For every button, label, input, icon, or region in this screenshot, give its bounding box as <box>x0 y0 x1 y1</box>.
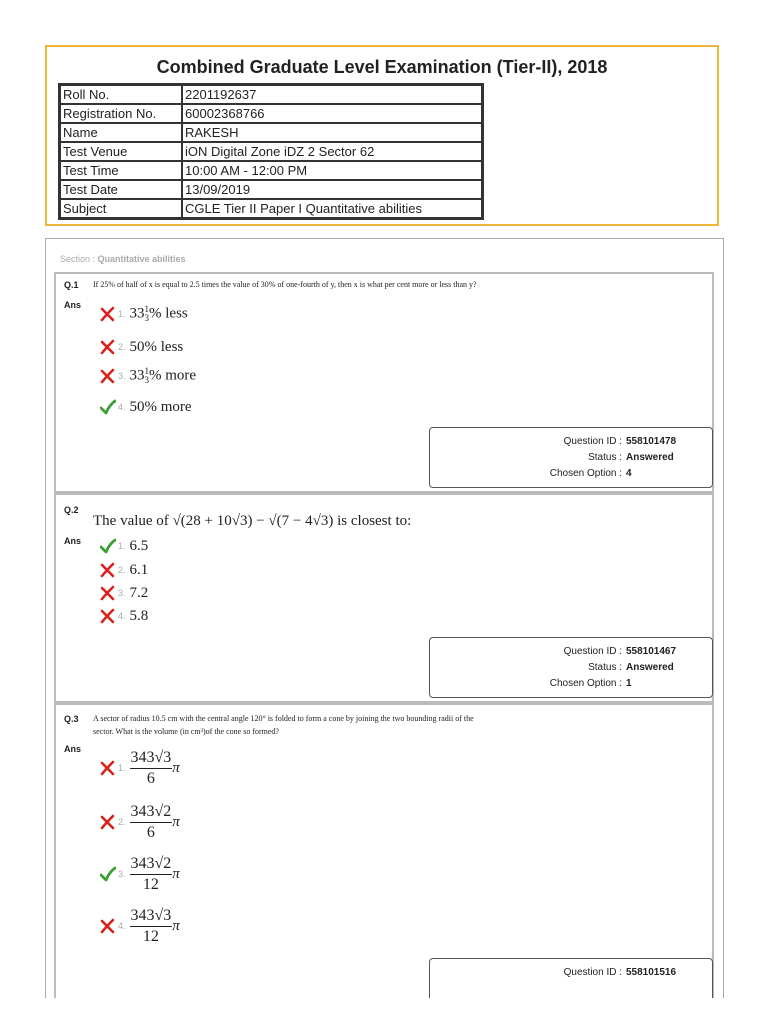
option-whole: 33 <box>129 305 145 322</box>
option-2 <box>100 799 180 845</box>
option-text: 50% more <box>129 398 192 415</box>
question-info-panel <box>429 637 713 698</box>
row-label: Roll No. <box>60 85 182 104</box>
pi-symbol: π <box>172 813 180 830</box>
table-row <box>60 142 482 161</box>
status-label: Status : <box>588 452 622 463</box>
cross-icon <box>100 339 116 355</box>
chosen-row <box>549 468 632 479</box>
chosen-label: Chosen Option : <box>549 678 622 689</box>
qid-value: 558101478 <box>626 436 677 447</box>
option-4 <box>100 396 192 418</box>
option-1 <box>100 535 148 557</box>
option-text <box>130 305 188 323</box>
question-math: √(28 + 10√3) − √(7 − 4√3) <box>172 513 334 529</box>
cross-icon <box>100 585 116 601</box>
cross-icon <box>100 814 116 830</box>
option-fraction <box>130 854 173 895</box>
option-text <box>130 802 180 843</box>
qid-value: 558101516 <box>626 967 677 978</box>
chosen-label: Chosen Option : <box>549 468 622 479</box>
cross-icon <box>100 918 116 934</box>
option-3 <box>100 851 180 897</box>
qid-label: Question ID : <box>563 436 622 447</box>
status-value: Answered <box>626 452 674 463</box>
table-row <box>60 180 482 199</box>
row-value: iON Digital Zone iDZ 2 Sector 62 <box>182 142 482 161</box>
option-3 <box>100 582 148 604</box>
option-text <box>130 748 180 789</box>
response-sheet <box>45 238 724 998</box>
chosen-value: 4 <box>626 468 632 479</box>
option-number: 4. <box>118 402 126 412</box>
qid-value: 558101467 <box>626 646 677 657</box>
option-rest: % less <box>149 305 188 322</box>
row-label: Test Time <box>60 161 182 180</box>
option-number: 3. <box>118 869 126 879</box>
option-text <box>130 854 180 895</box>
chosen-value: 1 <box>626 678 632 689</box>
question-id-row <box>563 967 677 978</box>
ans-label: Ans <box>64 300 82 310</box>
row-label: Test Date <box>60 180 182 199</box>
question-text-line2: sector. What is the volume (in cm³)of the cone so formed? <box>93 727 279 736</box>
option-text: 50% less <box>129 338 184 355</box>
question-text-b: is closest to: <box>333 513 412 529</box>
row-value: CGLE Tier II Paper I Quantitative abilities <box>182 199 482 218</box>
question-text-a: The value of <box>93 513 173 529</box>
option-fraction <box>130 802 173 843</box>
tick-icon <box>100 866 116 882</box>
frac-den: 6 <box>146 769 155 787</box>
cross-icon <box>100 368 116 384</box>
option-number: 4. <box>118 611 126 621</box>
option-text: 6.1 <box>129 561 149 578</box>
question-info-panel <box>429 427 713 488</box>
row-label: Registration No. <box>60 104 182 123</box>
cross-icon <box>100 562 116 578</box>
candidate-info-table <box>58 83 484 220</box>
question-number: Q.3 <box>64 714 79 724</box>
tick-icon <box>100 538 116 554</box>
question-card-2 <box>54 493 714 703</box>
question-number: Q.1 <box>64 280 79 290</box>
option-text: 5.8 <box>129 607 149 624</box>
option-number: 2. <box>118 565 126 575</box>
frac-num: 1 <box>144 304 150 314</box>
row-label: Name <box>60 123 182 142</box>
table-row <box>60 123 482 142</box>
option-fraction <box>130 748 173 789</box>
status-row <box>588 452 674 463</box>
pi-symbol: π <box>172 865 180 882</box>
option-number: 4. <box>118 921 126 931</box>
question-card-1 <box>54 272 714 493</box>
status-value: Answered <box>626 662 674 673</box>
option-4 <box>100 605 148 627</box>
chosen-row <box>549 678 632 689</box>
table-row <box>60 199 482 218</box>
frac-den: 3 <box>144 313 150 323</box>
option-number: 1. <box>118 763 126 773</box>
section-label <box>60 254 186 264</box>
cross-icon <box>100 608 116 624</box>
question-text-line1: A sector of radius 10.5 cm with the central angle 120° is folded to form a cone by joining the two bounding radii of the <box>93 714 474 723</box>
question-id-row <box>563 436 677 447</box>
option-whole: 33 <box>129 367 145 384</box>
question-id-row <box>563 646 677 657</box>
table-row <box>60 104 482 123</box>
ans-label: Ans <box>64 744 82 754</box>
option-text: 6.5 <box>129 537 149 554</box>
option-text <box>130 906 180 947</box>
option-number: 2. <box>118 342 126 352</box>
option-number: 1. <box>118 309 126 319</box>
row-value: 60002368766 <box>182 104 482 123</box>
table-row <box>60 85 482 104</box>
question-card-3 <box>54 703 714 998</box>
row-value: 2201192637 <box>182 85 482 104</box>
option-3 <box>100 365 196 387</box>
pi-symbol: π <box>172 917 180 934</box>
status-label: Status : <box>588 662 622 673</box>
row-value: 10:00 AM - 12:00 PM <box>182 161 482 180</box>
option-number: 3. <box>118 588 126 598</box>
question-text <box>93 513 411 530</box>
section-name: Quantitative abilities <box>97 254 186 264</box>
ans-label: Ans <box>64 536 82 546</box>
question-text: If 25% of half of x is equal to 2.5 times the value of 30% of one-fourth of y, then x is what per cent more or less than y? <box>93 280 477 289</box>
option-1 <box>100 745 180 791</box>
option-number: 2. <box>118 817 126 827</box>
frac-den: 3 <box>144 375 150 385</box>
status-row <box>588 662 674 673</box>
frac-num: 343√2 <box>130 854 173 875</box>
option-number: 1. <box>118 541 126 551</box>
option-4 <box>100 903 180 949</box>
row-value: 13/09/2019 <box>182 180 482 199</box>
pi-symbol: π <box>172 759 180 776</box>
option-2 <box>100 559 148 581</box>
option-fraction <box>130 906 173 947</box>
question-number: Q.2 <box>64 505 79 515</box>
frac-num: 343√2 <box>130 802 173 823</box>
cross-icon <box>100 760 116 776</box>
exam-title: Combined Graduate Level Examination (Tier-II), 2018 <box>156 57 608 77</box>
question-info-panel <box>429 958 713 998</box>
qid-label: Question ID : <box>563 646 622 657</box>
option-1 <box>100 303 188 325</box>
option-text: 7.2 <box>129 584 149 601</box>
qid-label: Question ID : <box>563 967 622 978</box>
frac-num: 343√3 <box>130 748 173 769</box>
row-label: Test Venue <box>60 142 182 161</box>
table-row <box>60 161 482 180</box>
frac-num: 343√3 <box>130 906 173 927</box>
option-number: 3. <box>118 371 126 381</box>
frac-den: 6 <box>146 823 155 841</box>
exam-header <box>45 45 719 226</box>
row-value: RAKESH <box>182 123 482 142</box>
option-text <box>130 367 197 385</box>
frac-num: 1 <box>144 366 150 376</box>
tick-icon <box>100 399 116 415</box>
row-label: Subject <box>60 199 182 218</box>
option-2 <box>100 336 183 358</box>
option-rest: % more <box>149 367 197 384</box>
section-prefix: Section : <box>60 254 98 264</box>
cross-icon <box>100 306 116 322</box>
frac-den: 12 <box>142 875 159 893</box>
frac-den: 12 <box>142 927 159 945</box>
